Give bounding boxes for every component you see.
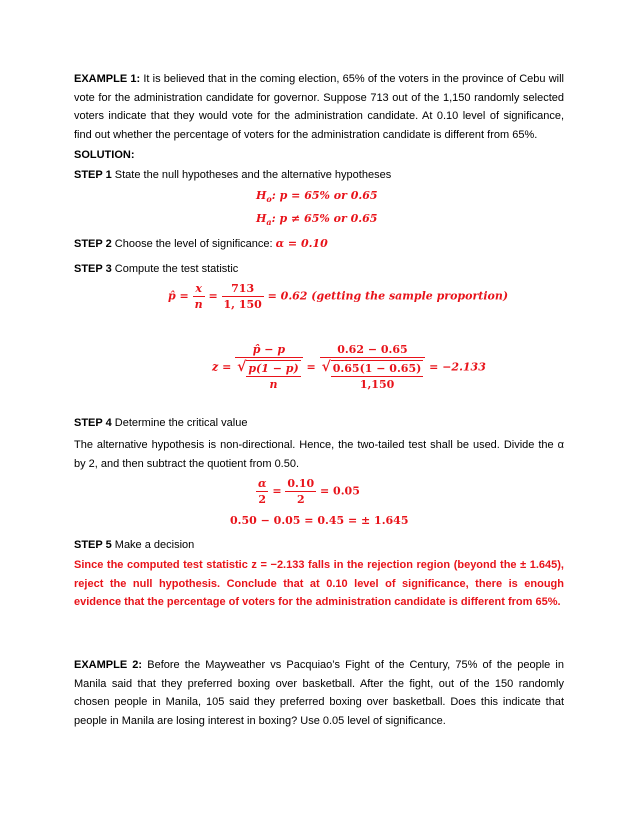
alpha-half-result: = 0.05 — [320, 484, 360, 498]
frac-713: 713 — [222, 281, 264, 297]
sqrt-fraction-2 — [331, 360, 424, 392]
frac-two-2: 2 — [296, 493, 305, 506]
sqrt-denominator: n — [269, 378, 278, 391]
example1-text: It is believed that in the coming election, 65% of the voters in the province of Cebu will vote for the administration candidate for governor. Suppose 713 out of the 1,150 randomly selected voters indicate that they would vote for the administration candidate. At 0.10 level of significance, find out whether the percentage of voters for the administration candidate is different from 65%. — [74, 73, 564, 141]
example2-paragraph — [74, 656, 564, 730]
ha-symbol: H — [256, 212, 267, 225]
step1-label: STEP 1 — [74, 169, 112, 181]
step5-line — [74, 538, 194, 552]
ha-subscript: a — [266, 217, 272, 228]
step3-text: Compute the test statistic — [114, 263, 239, 275]
z-numeric-fraction — [320, 342, 426, 392]
sqrt-icon: √ — [237, 359, 247, 375]
step4-line — [74, 416, 247, 430]
example2-label: EXAMPLE 2: — [74, 659, 143, 671]
sample-proportion-formula — [168, 281, 508, 312]
critical-value: 0.50 − 0.05 = 0.45 = ± 1.645 — [230, 514, 409, 527]
h0-symbol: H — [256, 189, 267, 202]
alpha-half-formula — [256, 476, 360, 507]
tenth-over-two — [285, 476, 316, 507]
example1-label: EXAMPLE 1: — [74, 73, 141, 85]
equals-sign: = — [208, 289, 218, 303]
z-numeric-denominator — [320, 358, 426, 392]
frac-alpha: α — [258, 477, 267, 490]
z-statistic-formula — [212, 342, 486, 392]
z-denominator — [235, 358, 303, 392]
step5-label: STEP 5 — [74, 539, 112, 551]
sqrt-denominator-2: 1,150 — [359, 378, 395, 391]
step2-label: STEP 2 — [74, 238, 112, 250]
frac-tenth: 0.10 — [287, 477, 315, 490]
z-numeric-numerator: 0.62 − 0.65 — [320, 342, 426, 358]
sqrt-icon-2: √ — [321, 359, 331, 375]
z-lhs: z = — [212, 360, 232, 374]
z-result: = −2.133 — [429, 360, 486, 374]
frac-x: x — [193, 281, 205, 297]
equals-sign-2: = — [306, 360, 316, 374]
null-hypothesis — [256, 189, 378, 204]
example2-text: Before the Mayweather vs Pacquiao’s Fight of the Century, 75% of the people in Manila said that they preferred boxing over basketball. After the fight, out of the 150 randomly chosen people in Manila, 105 said they preferred boxing over basketball. Does this indicate that people in Manila are losing interest in boxing? Use 0.05 level of significance. — [74, 659, 564, 727]
frac-two: 2 — [258, 493, 267, 506]
sample-proportion-result: = 0.62 (getting the sample proportion) — [267, 289, 509, 303]
sqrt-numerator-2: 0.65(1 − 0.65) — [332, 362, 422, 375]
step4-label: STEP 4 — [74, 417, 112, 429]
step3-line — [74, 262, 238, 276]
x-over-n — [193, 281, 205, 312]
h0-statement: : p = 65% or 0.65 — [271, 189, 378, 202]
equals-sign-3: = — [272, 484, 282, 498]
step4-paragraph: The alternative hypothesis is non-directional. Hence, the two-tailed test shall be used. Divide the α by 2, and then subtract the quotient from 0.50. — [74, 439, 564, 470]
phat-lhs: p̂ = — [168, 289, 189, 303]
decision-paragraph: Since the computed test statistic z = −2.133 falls in the rejection region (beyond the ± 1.645), reject the null hypothesis. Conclude that at 0.10 level of significance, there is enough evidence that the percentage of voters for the administration candidate is different from 65%. — [74, 559, 564, 608]
significance-level: α = 0.10 — [275, 237, 328, 250]
sqrt-numerator: p(1 − p) — [248, 362, 299, 375]
step1-line — [74, 168, 391, 182]
ha-statement: : p ≠ 65% or 0.65 — [271, 212, 378, 225]
713-over-1150 — [222, 281, 264, 312]
alpha-over-two — [256, 476, 268, 507]
z-numerator: p̂ − p — [235, 342, 303, 358]
frac-1150: 1, 150 — [223, 298, 262, 311]
alternative-hypothesis — [256, 212, 377, 227]
step4-text: Determine the critical value — [114, 417, 248, 429]
example1-paragraph — [74, 70, 564, 144]
step3-label: STEP 3 — [74, 263, 112, 275]
step2-line — [74, 237, 328, 251]
step1-text: State the null hypotheses and the alternative hypotheses — [114, 169, 392, 181]
sqrt-fraction — [246, 360, 300, 392]
step2-text: Choose the level of significance: — [114, 238, 273, 250]
h0-subscript: o — [266, 194, 272, 205]
z-general-fraction — [235, 342, 303, 392]
step5-text: Make a decision — [114, 539, 195, 551]
solution-label: SOLUTION: — [74, 149, 135, 161]
frac-n: n — [194, 298, 203, 311]
